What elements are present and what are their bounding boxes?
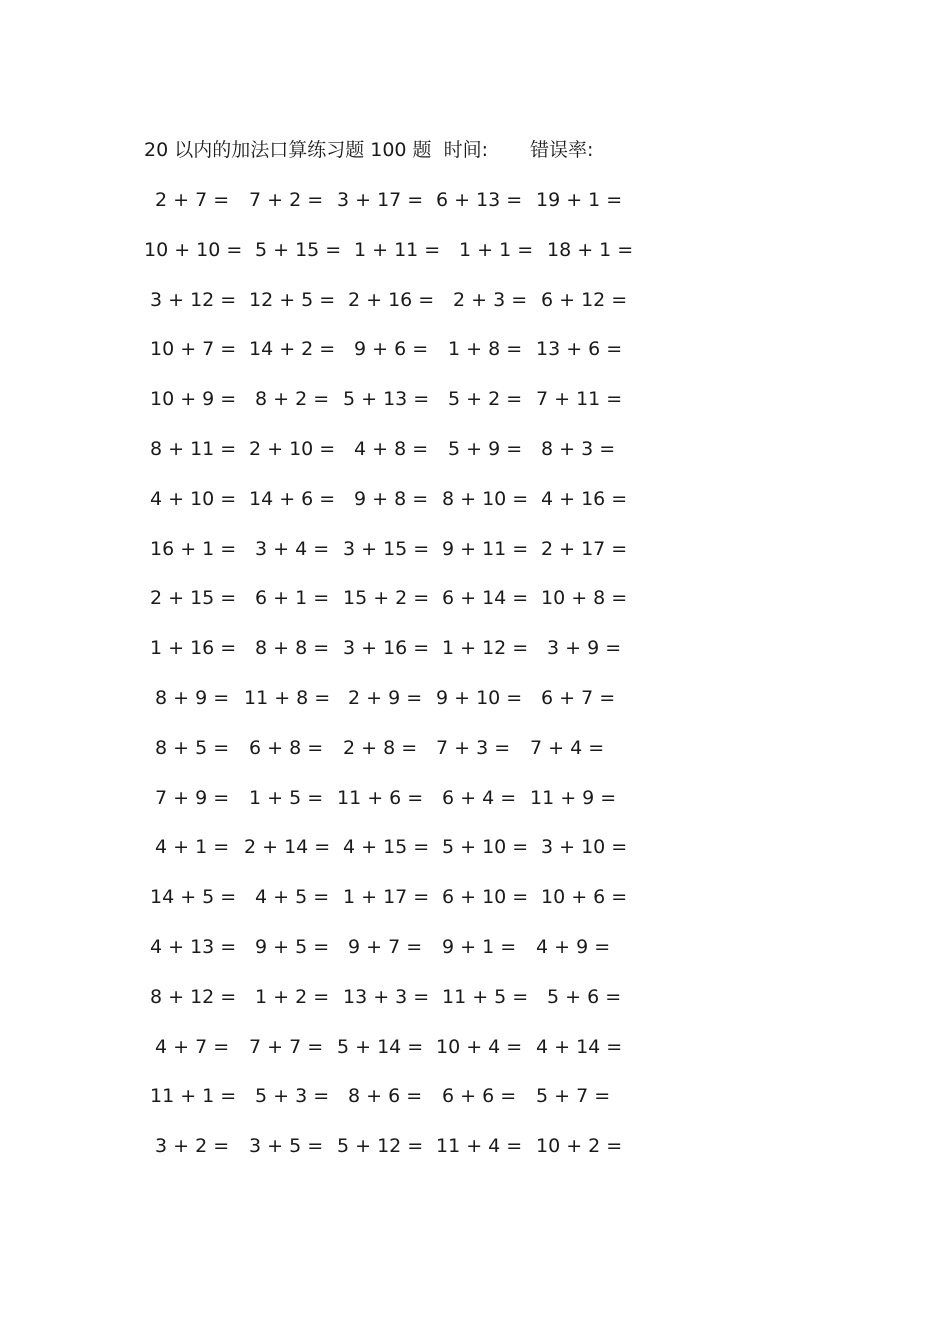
addition-problem: 2 + 15 = [150, 587, 237, 609]
addition-problem: 2 + 9 = [348, 687, 423, 709]
addition-problem: 10 + 10 = [144, 239, 243, 261]
addition-problem: 10 + 7 = [150, 338, 237, 360]
addition-problem: 5 + 12 = [337, 1135, 424, 1157]
addition-problem: 9 + 5 = [255, 936, 330, 958]
addition-problem: 14 + 2 = [249, 338, 336, 360]
error-rate-label: 错误率: [529, 139, 594, 161]
addition-problem: 6 + 13 = [436, 189, 523, 211]
addition-problem: 2 + 10 = [249, 438, 336, 460]
addition-problem: 5 + 9 = [448, 438, 523, 460]
addition-problem: 9 + 11 = [442, 538, 529, 560]
addition-problem: 1 + 16 = [150, 637, 237, 659]
addition-problem: 6 + 14 = [442, 587, 529, 609]
addition-problem: 8 + 12 = [150, 986, 237, 1008]
addition-problem: 5 + 15 = [255, 239, 342, 261]
addition-problem: 8 + 5 = [155, 737, 230, 759]
addition-problem: 5 + 13 = [343, 388, 430, 410]
addition-problem: 5 + 10 = [442, 836, 529, 858]
addition-problem: 10 + 8 = [541, 587, 628, 609]
addition-problem: 6 + 12 = [541, 289, 628, 311]
addition-problem: 11 + 9 = [530, 787, 617, 809]
addition-problem: 12 + 5 = [249, 289, 336, 311]
addition-problem: 5 + 14 = [337, 1036, 424, 1058]
addition-problem: 5 + 3 = [255, 1085, 330, 1107]
addition-problem: 4 + 7 = [155, 1036, 230, 1058]
addition-problem: 2 + 3 = [453, 289, 528, 311]
addition-problem: 4 + 9 = [536, 936, 611, 958]
addition-problem: 9 + 10 = [436, 687, 523, 709]
addition-problem: 6 + 8 = [249, 737, 324, 759]
addition-problem: 5 + 2 = [448, 388, 523, 410]
addition-problem: 3 + 16 = [343, 637, 430, 659]
addition-problem: 5 + 7 = [536, 1085, 611, 1107]
addition-problem: 10 + 9 = [150, 388, 237, 410]
addition-problem: 7 + 3 = [436, 737, 511, 759]
addition-problem: 2 + 14 = [244, 836, 331, 858]
addition-problem: 7 + 11 = [536, 388, 623, 410]
addition-problem: 10 + 2 = [536, 1135, 623, 1157]
addition-problem: 9 + 6 = [354, 338, 429, 360]
addition-problem: 9 + 1 = [442, 936, 517, 958]
addition-problem: 8 + 9 = [155, 687, 230, 709]
addition-problem: 4 + 1 = [155, 836, 230, 858]
addition-problem: 16 + 1 = [150, 538, 237, 560]
addition-problem: 7 + 9 = [155, 787, 230, 809]
addition-problem: 2 + 16 = [348, 289, 435, 311]
addition-problem: 1 + 12 = [442, 637, 529, 659]
worksheet-title: 20 以内的加法口算练习题 100 题 [144, 139, 432, 161]
addition-problem: 3 + 12 = [150, 289, 237, 311]
addition-problem: 2 + 8 = [343, 737, 418, 759]
addition-problem: 13 + 3 = [343, 986, 430, 1008]
addition-problem: 9 + 8 = [354, 488, 429, 510]
addition-problem: 3 + 2 = [155, 1135, 230, 1157]
addition-problem: 8 + 10 = [442, 488, 529, 510]
addition-problem: 7 + 2 = [249, 189, 324, 211]
addition-problem: 13 + 6 = [536, 338, 623, 360]
addition-problem: 6 + 7 = [541, 687, 616, 709]
addition-problem: 8 + 11 = [150, 438, 237, 460]
addition-problem: 4 + 8 = [354, 438, 429, 460]
addition-problem: 3 + 15 = [343, 538, 430, 560]
addition-problem: 4 + 10 = [150, 488, 237, 510]
addition-problem: 19 + 1 = [536, 189, 623, 211]
addition-problem: 8 + 6 = [348, 1085, 423, 1107]
addition-problem: 11 + 6 = [337, 787, 424, 809]
addition-problem: 4 + 15 = [343, 836, 430, 858]
addition-problem: 2 + 7 = [155, 189, 230, 211]
addition-problem: 1 + 1 = [459, 239, 534, 261]
addition-problem: 7 + 4 = [530, 737, 605, 759]
addition-problem: 1 + 5 = [249, 787, 324, 809]
addition-problem: 3 + 17 = [337, 189, 424, 211]
time-label: 时间: [443, 139, 488, 161]
addition-problem: 10 + 6 = [541, 886, 628, 908]
addition-problem: 11 + 4 = [436, 1135, 523, 1157]
addition-problem: 2 + 17 = [541, 538, 628, 560]
addition-problem: 3 + 10 = [541, 836, 628, 858]
addition-problem: 4 + 13 = [150, 936, 237, 958]
addition-problem: 8 + 8 = [255, 637, 330, 659]
addition-problem: 1 + 8 = [448, 338, 523, 360]
addition-problem: 11 + 1 = [150, 1085, 237, 1107]
addition-problem: 6 + 6 = [442, 1085, 517, 1107]
addition-problem: 8 + 2 = [255, 388, 330, 410]
addition-problem: 3 + 9 = [547, 637, 622, 659]
addition-problem: 1 + 17 = [343, 886, 430, 908]
addition-problem: 5 + 6 = [547, 986, 622, 1008]
addition-problem: 11 + 5 = [442, 986, 529, 1008]
addition-problem: 1 + 11 = [354, 239, 441, 261]
addition-problem: 15 + 2 = [343, 587, 430, 609]
addition-problem: 4 + 5 = [255, 886, 330, 908]
addition-problem: 10 + 4 = [436, 1036, 523, 1058]
addition-problem: 3 + 5 = [249, 1135, 324, 1157]
addition-problem: 1 + 2 = [255, 986, 330, 1008]
addition-problem: 11 + 8 = [244, 687, 331, 709]
addition-problem: 6 + 4 = [442, 787, 517, 809]
addition-problem: 4 + 16 = [541, 488, 628, 510]
addition-problem: 6 + 10 = [442, 886, 529, 908]
addition-problem: 7 + 7 = [249, 1036, 324, 1058]
addition-problem: 14 + 5 = [150, 886, 237, 908]
addition-problem: 18 + 1 = [547, 239, 634, 261]
addition-problem: 9 + 7 = [348, 936, 423, 958]
addition-problem: 3 + 4 = [255, 538, 330, 560]
addition-problem: 14 + 6 = [249, 488, 336, 510]
addition-problem: 6 + 1 = [255, 587, 330, 609]
addition-problem: 8 + 3 = [541, 438, 616, 460]
addition-problem: 4 + 14 = [536, 1036, 623, 1058]
